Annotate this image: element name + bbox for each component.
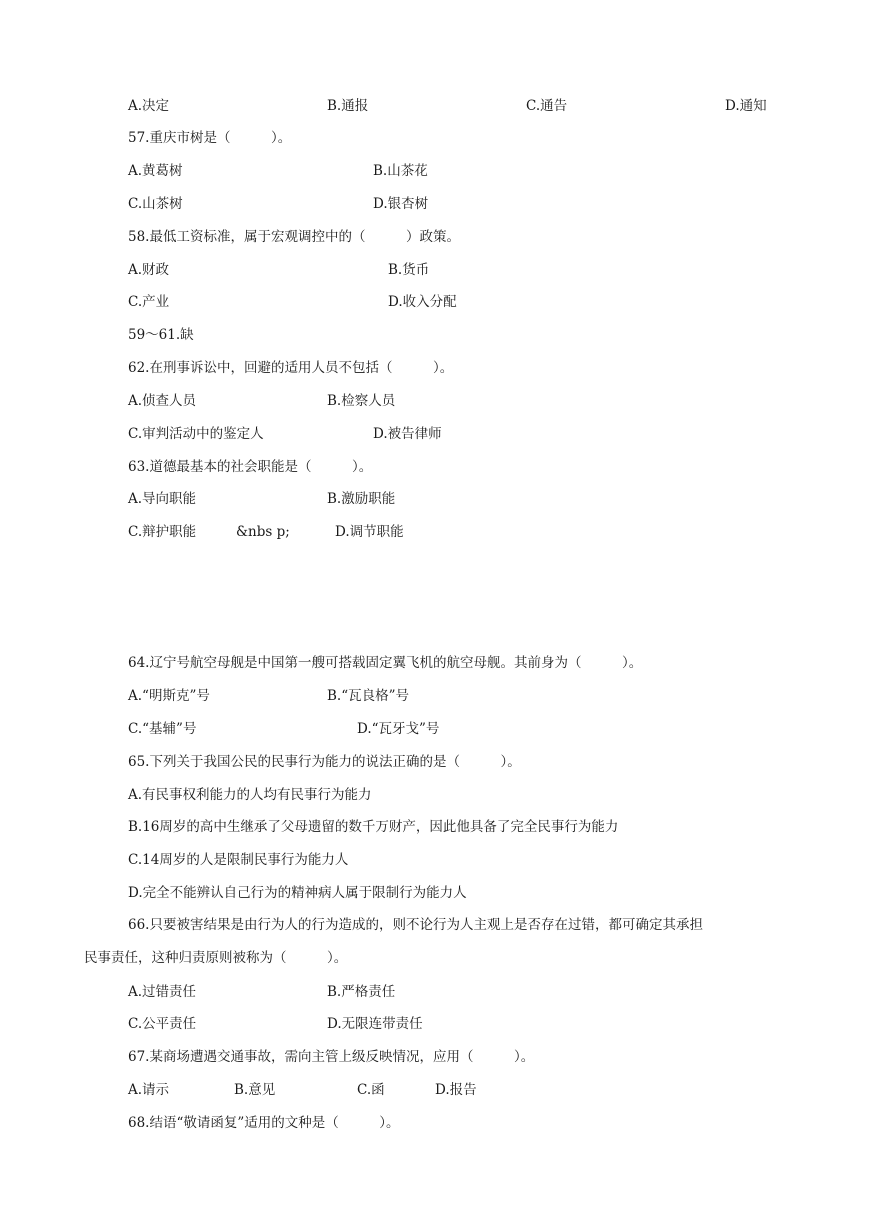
q63-stem: 63.道德最基本的社会职能是（ ）。 (128, 459, 373, 475)
q59-61-stem: 59～61.缺 (128, 327, 194, 343)
q66-option-d: D.无限连带责任 (327, 1016, 423, 1032)
q67-stem: 67.某商场遭遇交通事故，需向主管上级反映情况，应用（ ）。 (128, 1049, 535, 1065)
q66-stem-line2: 民事责任，这种归责原则被称为（ ）。 (84, 950, 348, 966)
q65-option-d: D.完全不能辨认自己行为的精神病人属于限制行为能力人 (128, 885, 467, 901)
q58-option-c: C.产业 (128, 294, 170, 310)
q67-option-b: B.意见 (234, 1082, 276, 1098)
q62-option-a: A.侦查人员 (128, 393, 197, 409)
q63-option-d: D.调节职能 (335, 524, 404, 540)
q57-option-c: C.山茶树 (128, 196, 183, 212)
q66-option-a: A.过错责任 (128, 984, 197, 1000)
q58-option-d: D.收入分配 (388, 294, 457, 310)
q57-option-b: B.山茶花 (373, 163, 428, 179)
q65-stem: 65.下列关于我国公民的民事行为能力的说法正确的是（ ）。 (128, 754, 521, 770)
q65-option-a: A.有民事权利能力的人均有民事行为能力 (128, 787, 372, 803)
q58-option-b: B.货币 (388, 262, 430, 278)
q56-option-b: B.通报 (327, 98, 369, 114)
q66-option-b: B.严格责任 (327, 984, 396, 1000)
q66-stem-line1: 66.只要被害结果是由行为人的行为造成的，则不论行为人主观上是否存在过错，都可确定其承担 (128, 917, 703, 933)
q64-stem: 64.辽宁号航空母舰是中国第一艘可搭载固定翼飞机的航空母舰。其前身为（ ）。 (128, 655, 643, 671)
q64-option-c: C.“基辅”号 (128, 721, 197, 737)
q67-option-c: C.函 (357, 1082, 385, 1098)
q65-option-b: B.16周岁的高中生继承了父母遗留的数千万财产，因此他具备了完全民事行为能力 (128, 819, 619, 835)
q57-option-a: A.黄葛树 (128, 163, 183, 179)
q67-option-d: D.报告 (435, 1082, 477, 1098)
q62-option-d: D.被告律师 (373, 426, 442, 442)
q63-stray-entity: &nbs p; (236, 524, 290, 540)
q56-option-d: D.通知 (725, 98, 767, 114)
q62-stem: 62.在刑事诉讼中，回避的适用人员不包括（ ）。 (128, 360, 454, 376)
q63-option-c: C.辩护职能 (128, 524, 197, 540)
q65-option-c: C.14周岁的人是限制民事行为能力人 (128, 852, 349, 868)
q56-option-c: C.通告 (526, 98, 568, 114)
q58-stem: 58.最低工资标准，属于宏观调控中的（ ）政策。 (128, 229, 460, 245)
q66-option-c: C.公平责任 (128, 1016, 197, 1032)
q64-option-d: D.“瓦牙戈”号 (357, 721, 440, 737)
q64-option-b: B.“瓦良格”号 (327, 688, 410, 704)
q57-stem: 57.重庆市树是（ ）。 (128, 130, 292, 146)
q63-option-b: B.激励职能 (327, 491, 396, 507)
q62-option-b: B.检察人员 (327, 393, 396, 409)
q63-option-a: A.导向职能 (128, 491, 197, 507)
q58-option-a: A.财政 (128, 262, 170, 278)
q67-option-a: A.请示 (128, 1082, 170, 1098)
q68-stem: 68.结语“敬请函复”适用的文种是（ ）。 (128, 1115, 400, 1131)
q57-option-d: D.银杏树 (373, 196, 429, 212)
q64-option-a: A.“明斯克”号 (128, 688, 210, 704)
q56-option-a: A.决定 (128, 98, 170, 114)
q62-option-c: C.审判活动中的鉴定人 (128, 426, 264, 442)
